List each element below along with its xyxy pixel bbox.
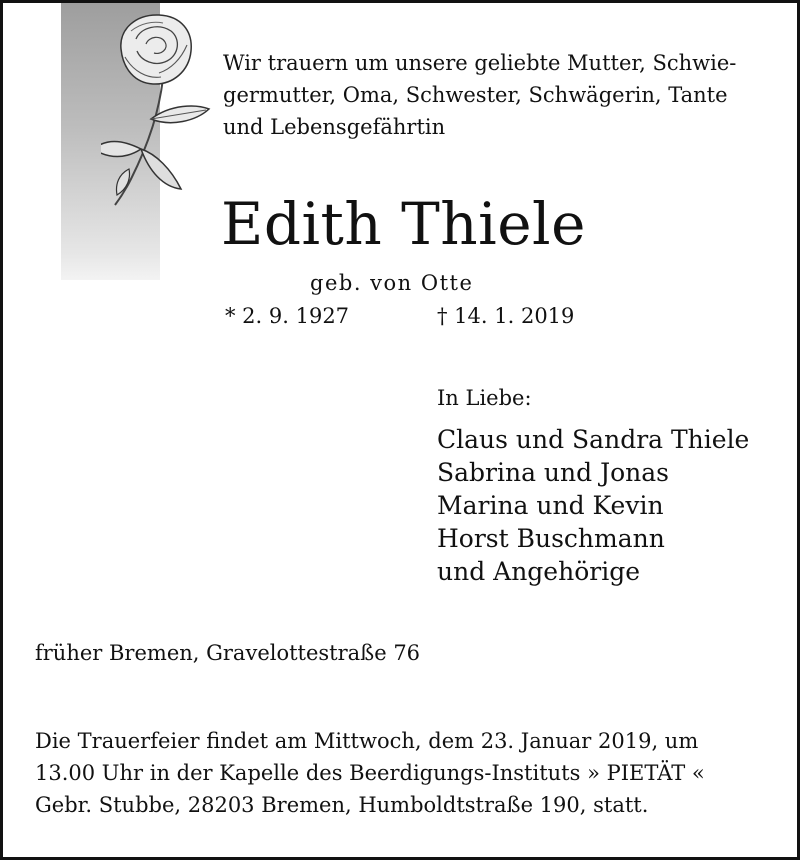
- intro-text: [223, 47, 773, 143]
- mourner-entry: Horst Buschmann: [437, 524, 665, 553]
- ceremony-line: 13.00 Uhr in der Kapelle des Beerdigungs-Instituts » PIETÄT «: [35, 761, 705, 785]
- ceremony-text: [35, 725, 775, 821]
- former-address: früher Bremen, Gravelottestraße 76: [35, 641, 421, 665]
- ceremony-line: Gebr. Stubbe, 28203 Bremen, Humboldtstraße 190, statt.: [35, 793, 649, 817]
- birth-name: geb. von Otte: [310, 271, 474, 295]
- death-date: † 14. 1. 2019: [437, 304, 575, 328]
- mourner-entry: Claus und Sandra Thiele: [437, 425, 750, 454]
- mourner-entry: Marina und Kevin: [437, 491, 664, 520]
- rose-decoration-strip: [61, 3, 160, 280]
- intro-line: und Lebensgefährtin: [223, 115, 446, 139]
- deceased-name: Edith Thiele: [221, 190, 586, 258]
- intro-line: Wir trauern um unsere geliebte Mutter, Schwie-: [223, 51, 737, 75]
- intro-line: germutter, Oma, Schwester, Schwägerin, Tante: [223, 83, 728, 107]
- ceremony-line: Die Trauerfeier findet am Mittwoch, dem 23. Januar 2019, um: [35, 729, 699, 753]
- mourner-entry: und Angehörige: [437, 557, 641, 586]
- mourner-entry: Sabrina und Jonas: [437, 458, 669, 487]
- mourners-label: In Liebe:: [437, 386, 532, 410]
- birth-date: * 2. 9. 1927: [225, 304, 350, 328]
- mourners-list: [437, 423, 749, 588]
